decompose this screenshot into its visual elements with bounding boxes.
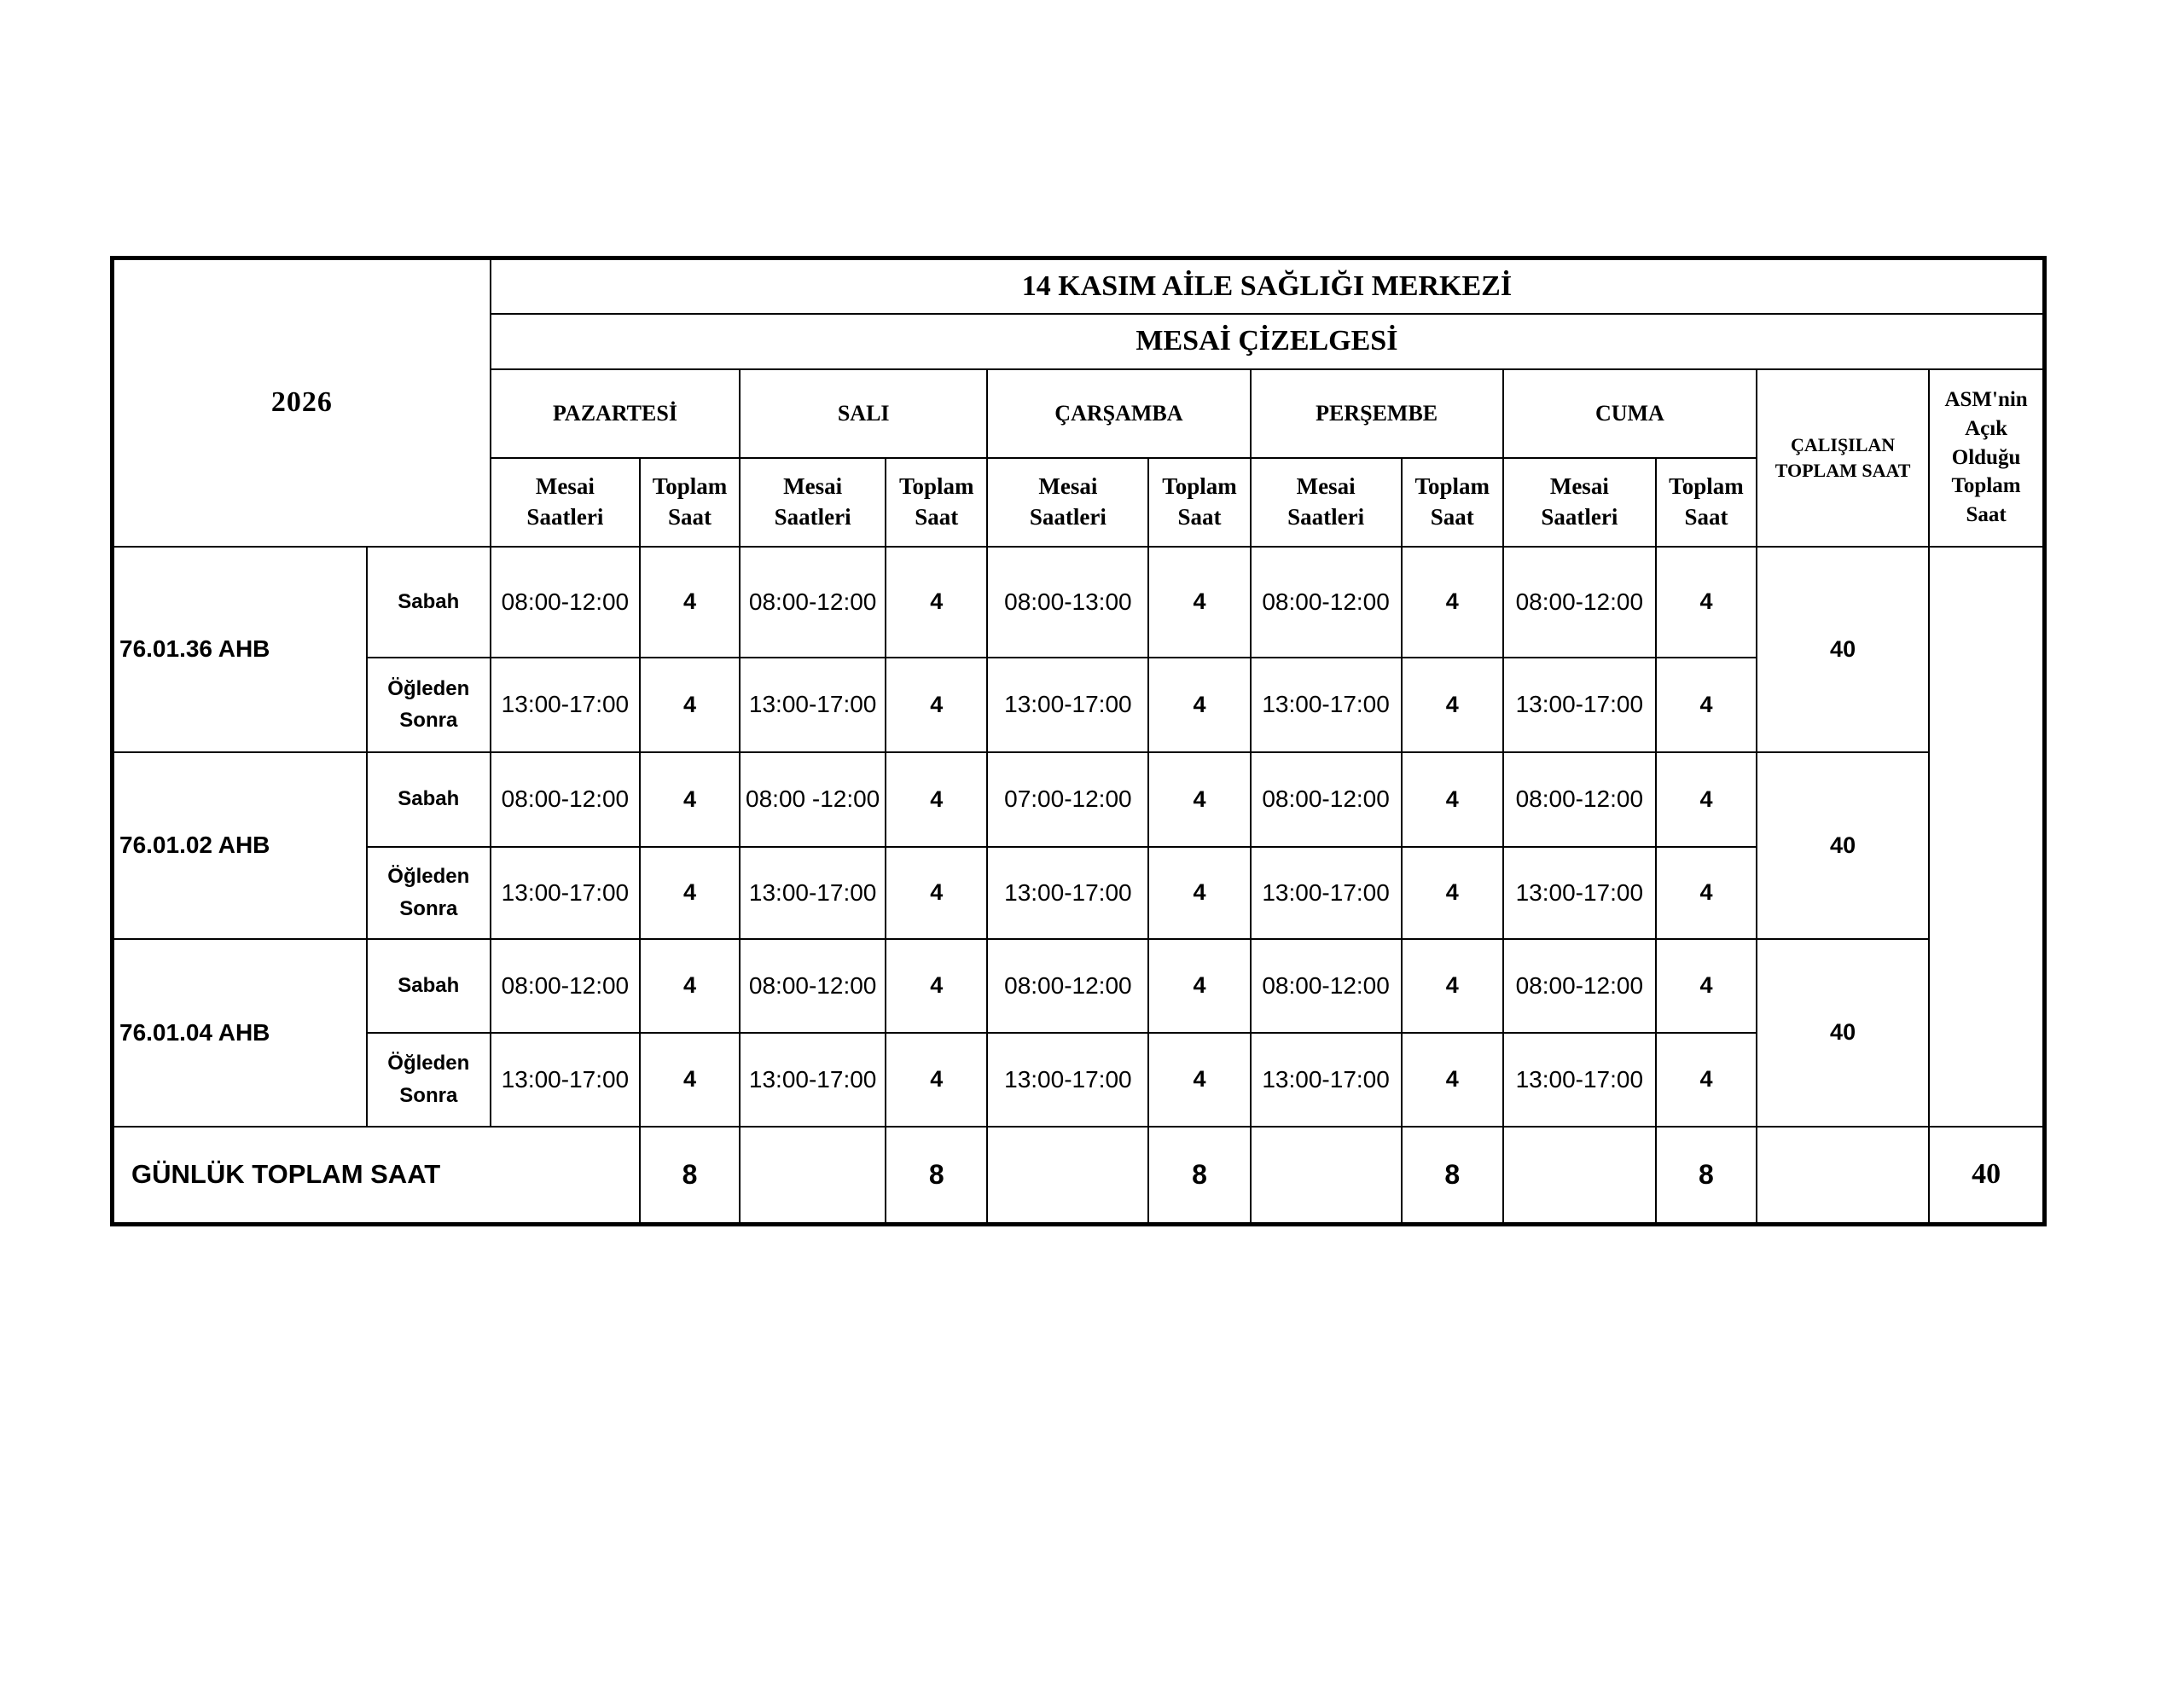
hours-cell: 13:00-17:00 xyxy=(491,1033,640,1127)
empty-cell xyxy=(740,1127,886,1225)
hours-cell: 08:00-12:00 xyxy=(491,547,640,658)
daily-total-label: GÜNLÜK TOPLAM SAAT xyxy=(113,1127,640,1225)
col-header-total-line2: Saat xyxy=(915,503,959,530)
work-schedule-table xyxy=(110,256,2047,1226)
hours-cell: 13:00-17:00 xyxy=(1503,1033,1656,1127)
total-cell: 4 xyxy=(1402,547,1503,658)
col-header-total-line2: Saat xyxy=(668,503,712,530)
total-cell: 4 xyxy=(1656,752,1757,847)
total-cell: 4 xyxy=(640,658,740,752)
col-header-total xyxy=(1148,458,1250,547)
hours-cell: 08:00-12:00 xyxy=(1503,939,1656,1033)
asm-open-header-line5: Saat xyxy=(1966,503,2007,527)
period-morning: Sabah xyxy=(367,939,491,1033)
total-cell: 4 xyxy=(640,547,740,658)
asm-open-header-line3: Olduğu xyxy=(1951,445,2021,469)
total-cell: 4 xyxy=(640,1033,740,1127)
hours-cell: 13:00-17:00 xyxy=(740,658,886,752)
hours-cell: 08:00-12:00 xyxy=(1251,752,1402,847)
weekly-total: 40 xyxy=(1757,752,1929,939)
col-header-hours xyxy=(987,458,1148,547)
asm-open-total: 40 xyxy=(1929,1127,2044,1225)
total-cell: 4 xyxy=(886,658,987,752)
col-header-total-line2: Saat xyxy=(1430,503,1474,530)
total-cell: 4 xyxy=(1402,847,1503,939)
col-header-total-line1: Toplam xyxy=(1414,472,1490,499)
hours-cell: 08:00-12:00 xyxy=(491,939,640,1033)
day-header-tuesday: SALI xyxy=(740,369,987,458)
daily-total-row xyxy=(113,1127,2045,1225)
unit-name: 76.01.36 AHB xyxy=(113,547,367,752)
table-row xyxy=(113,658,2045,752)
empty-cell xyxy=(987,1127,1148,1225)
hours-cell: 13:00-17:00 xyxy=(740,1033,886,1127)
table-row xyxy=(113,752,2045,847)
hours-cell: 08:00-12:00 xyxy=(987,939,1148,1033)
daily-total-thursday: 8 xyxy=(1402,1127,1503,1225)
hours-cell: 08:00-12:00 xyxy=(1251,939,1402,1033)
hours-cell: 08:00-12:00 xyxy=(740,939,886,1033)
hours-cell: 07:00-12:00 xyxy=(987,752,1148,847)
asm-open-header xyxy=(1929,369,2044,547)
daily-total-friday: 8 xyxy=(1656,1127,1757,1225)
total-cell: 4 xyxy=(886,547,987,658)
unit-name: 76.01.04 AHB xyxy=(113,939,367,1127)
col-header-hours xyxy=(1503,458,1656,547)
hours-cell: 08:00-12:00 xyxy=(1251,547,1402,658)
period-afternoon-line1: Öğleden xyxy=(387,865,470,889)
col-header-hours-line2: Saatleri xyxy=(1029,503,1107,530)
col-header-total-line1: Toplam xyxy=(652,472,728,499)
col-header-hours-line1: Mesai xyxy=(1549,472,1609,499)
total-cell: 4 xyxy=(886,1033,987,1127)
hours-cell: 08:00-13:00 xyxy=(987,547,1148,658)
col-header-hours-line2: Saatleri xyxy=(1287,503,1365,530)
col-header-hours-line1: Mesai xyxy=(783,472,843,499)
asm-open-empty-cell xyxy=(1929,547,2044,1127)
asm-open-header-line4: Toplam xyxy=(1951,474,2021,498)
weekly-total: 40 xyxy=(1757,547,1929,752)
facility-title: 14 KASIM AİLE SAĞLIĞI MERKEZİ xyxy=(491,258,2045,314)
col-header-total xyxy=(640,458,740,547)
table-row xyxy=(113,547,2045,658)
col-header-hours xyxy=(491,458,640,547)
total-cell: 4 xyxy=(1402,752,1503,847)
total-cell: 4 xyxy=(1148,939,1250,1033)
total-cell: 4 xyxy=(1148,752,1250,847)
col-header-hours xyxy=(740,458,886,547)
total-cell: 4 xyxy=(1402,658,1503,752)
hours-cell: 08:00-12:00 xyxy=(1503,752,1656,847)
total-cell: 4 xyxy=(640,847,740,939)
daily-total-tuesday: 8 xyxy=(886,1127,987,1225)
total-cell: 4 xyxy=(1148,658,1250,752)
worked-total-header-line2: TOPLAM SAAT xyxy=(1774,459,1911,481)
total-cell: 4 xyxy=(1402,939,1503,1033)
period-afternoon xyxy=(367,847,491,939)
col-header-total-line2: Saat xyxy=(1684,503,1728,530)
col-header-hours-line2: Saatleri xyxy=(1541,503,1618,530)
worked-total-header xyxy=(1757,369,1929,547)
hours-cell: 13:00-17:00 xyxy=(1503,847,1656,939)
hours-cell: 13:00-17:00 xyxy=(491,658,640,752)
hours-cell: 13:00-17:00 xyxy=(740,847,886,939)
col-header-hours-line1: Mesai xyxy=(535,472,595,499)
daily-total-monday: 8 xyxy=(640,1127,740,1225)
total-cell: 4 xyxy=(1656,847,1757,939)
hours-cell: 08:00 -12:00 xyxy=(740,752,886,847)
total-cell: 4 xyxy=(886,752,987,847)
total-cell: 4 xyxy=(1656,547,1757,658)
hours-cell: 13:00-17:00 xyxy=(1503,658,1656,752)
period-afternoon-line2: Sonra xyxy=(399,709,458,732)
hours-cell: 08:00-12:00 xyxy=(1503,547,1656,658)
weekly-total: 40 xyxy=(1757,939,1929,1127)
hours-cell: 08:00-12:00 xyxy=(491,752,640,847)
day-header-monday: PAZARTESİ xyxy=(491,369,740,458)
col-header-hours-line1: Mesai xyxy=(1296,472,1356,499)
period-afternoon-line2: Sonra xyxy=(399,1083,458,1107)
col-header-hours-line1: Mesai xyxy=(1038,472,1098,499)
col-header-total xyxy=(1402,458,1503,547)
col-header-total-line1: Toplam xyxy=(1162,472,1237,499)
year: 2026 xyxy=(270,386,333,419)
hours-cell: 13:00-17:00 xyxy=(987,1033,1148,1127)
total-cell: 4 xyxy=(886,847,987,939)
total-cell: 4 xyxy=(1148,1033,1250,1127)
empty-cell xyxy=(1251,1127,1402,1225)
table-row xyxy=(113,847,2045,939)
worked-total-header-line1: ÇALIŞILAN xyxy=(1790,433,1896,455)
year-cell xyxy=(113,258,491,547)
col-header-total xyxy=(886,458,987,547)
col-header-total-line1: Toplam xyxy=(898,472,974,499)
col-header-total-line2: Saat xyxy=(1177,503,1222,530)
period-afternoon xyxy=(367,1033,491,1127)
period-afternoon xyxy=(367,658,491,752)
col-header-total-line1: Toplam xyxy=(1669,472,1744,499)
period-morning: Sabah xyxy=(367,547,491,658)
day-header-friday: CUMA xyxy=(1503,369,1757,458)
day-header-thursday: PERŞEMBE xyxy=(1251,369,1503,458)
hours-cell: 13:00-17:00 xyxy=(1251,658,1402,752)
total-cell: 4 xyxy=(640,939,740,1033)
table-row xyxy=(113,939,2045,1033)
total-cell: 4 xyxy=(886,939,987,1033)
col-header-hours xyxy=(1251,458,1402,547)
total-cell: 4 xyxy=(1402,1033,1503,1127)
period-afternoon-line1: Öğleden xyxy=(387,1052,470,1075)
total-cell: 4 xyxy=(1656,1033,1757,1127)
table-row xyxy=(113,1033,2045,1127)
schedule-subtitle: MESAİ ÇİZELGESİ xyxy=(491,314,2045,369)
total-cell: 4 xyxy=(1656,939,1757,1033)
hours-cell: 13:00-17:00 xyxy=(1251,1033,1402,1127)
asm-open-header-line2: Açık xyxy=(1965,416,2008,440)
empty-cell xyxy=(1503,1127,1656,1225)
col-header-hours-line2: Saatleri xyxy=(526,503,604,530)
unit-name: 76.01.02 AHB xyxy=(113,752,367,939)
total-cell: 4 xyxy=(1148,547,1250,658)
daily-total-wednesday: 8 xyxy=(1148,1127,1250,1225)
day-header-wednesday: ÇARŞAMBA xyxy=(987,369,1250,458)
col-header-total xyxy=(1656,458,1757,547)
col-header-hours-line2: Saatleri xyxy=(774,503,851,530)
hours-cell: 13:00-17:00 xyxy=(491,847,640,939)
total-cell: 4 xyxy=(1148,847,1250,939)
total-cell: 4 xyxy=(640,752,740,847)
asm-open-header-line1: ASM'nin xyxy=(1944,388,2028,412)
period-morning: Sabah xyxy=(367,752,491,847)
total-cell: 4 xyxy=(1656,658,1757,752)
period-afternoon-line2: Sonra xyxy=(399,896,458,920)
hours-cell: 08:00-12:00 xyxy=(740,547,886,658)
hours-cell: 13:00-17:00 xyxy=(1251,847,1402,939)
period-afternoon-line1: Öğleden xyxy=(387,676,470,700)
hours-cell: 13:00-17:00 xyxy=(987,658,1148,752)
empty-cell xyxy=(1757,1127,1929,1225)
hours-cell: 13:00-17:00 xyxy=(987,847,1148,939)
